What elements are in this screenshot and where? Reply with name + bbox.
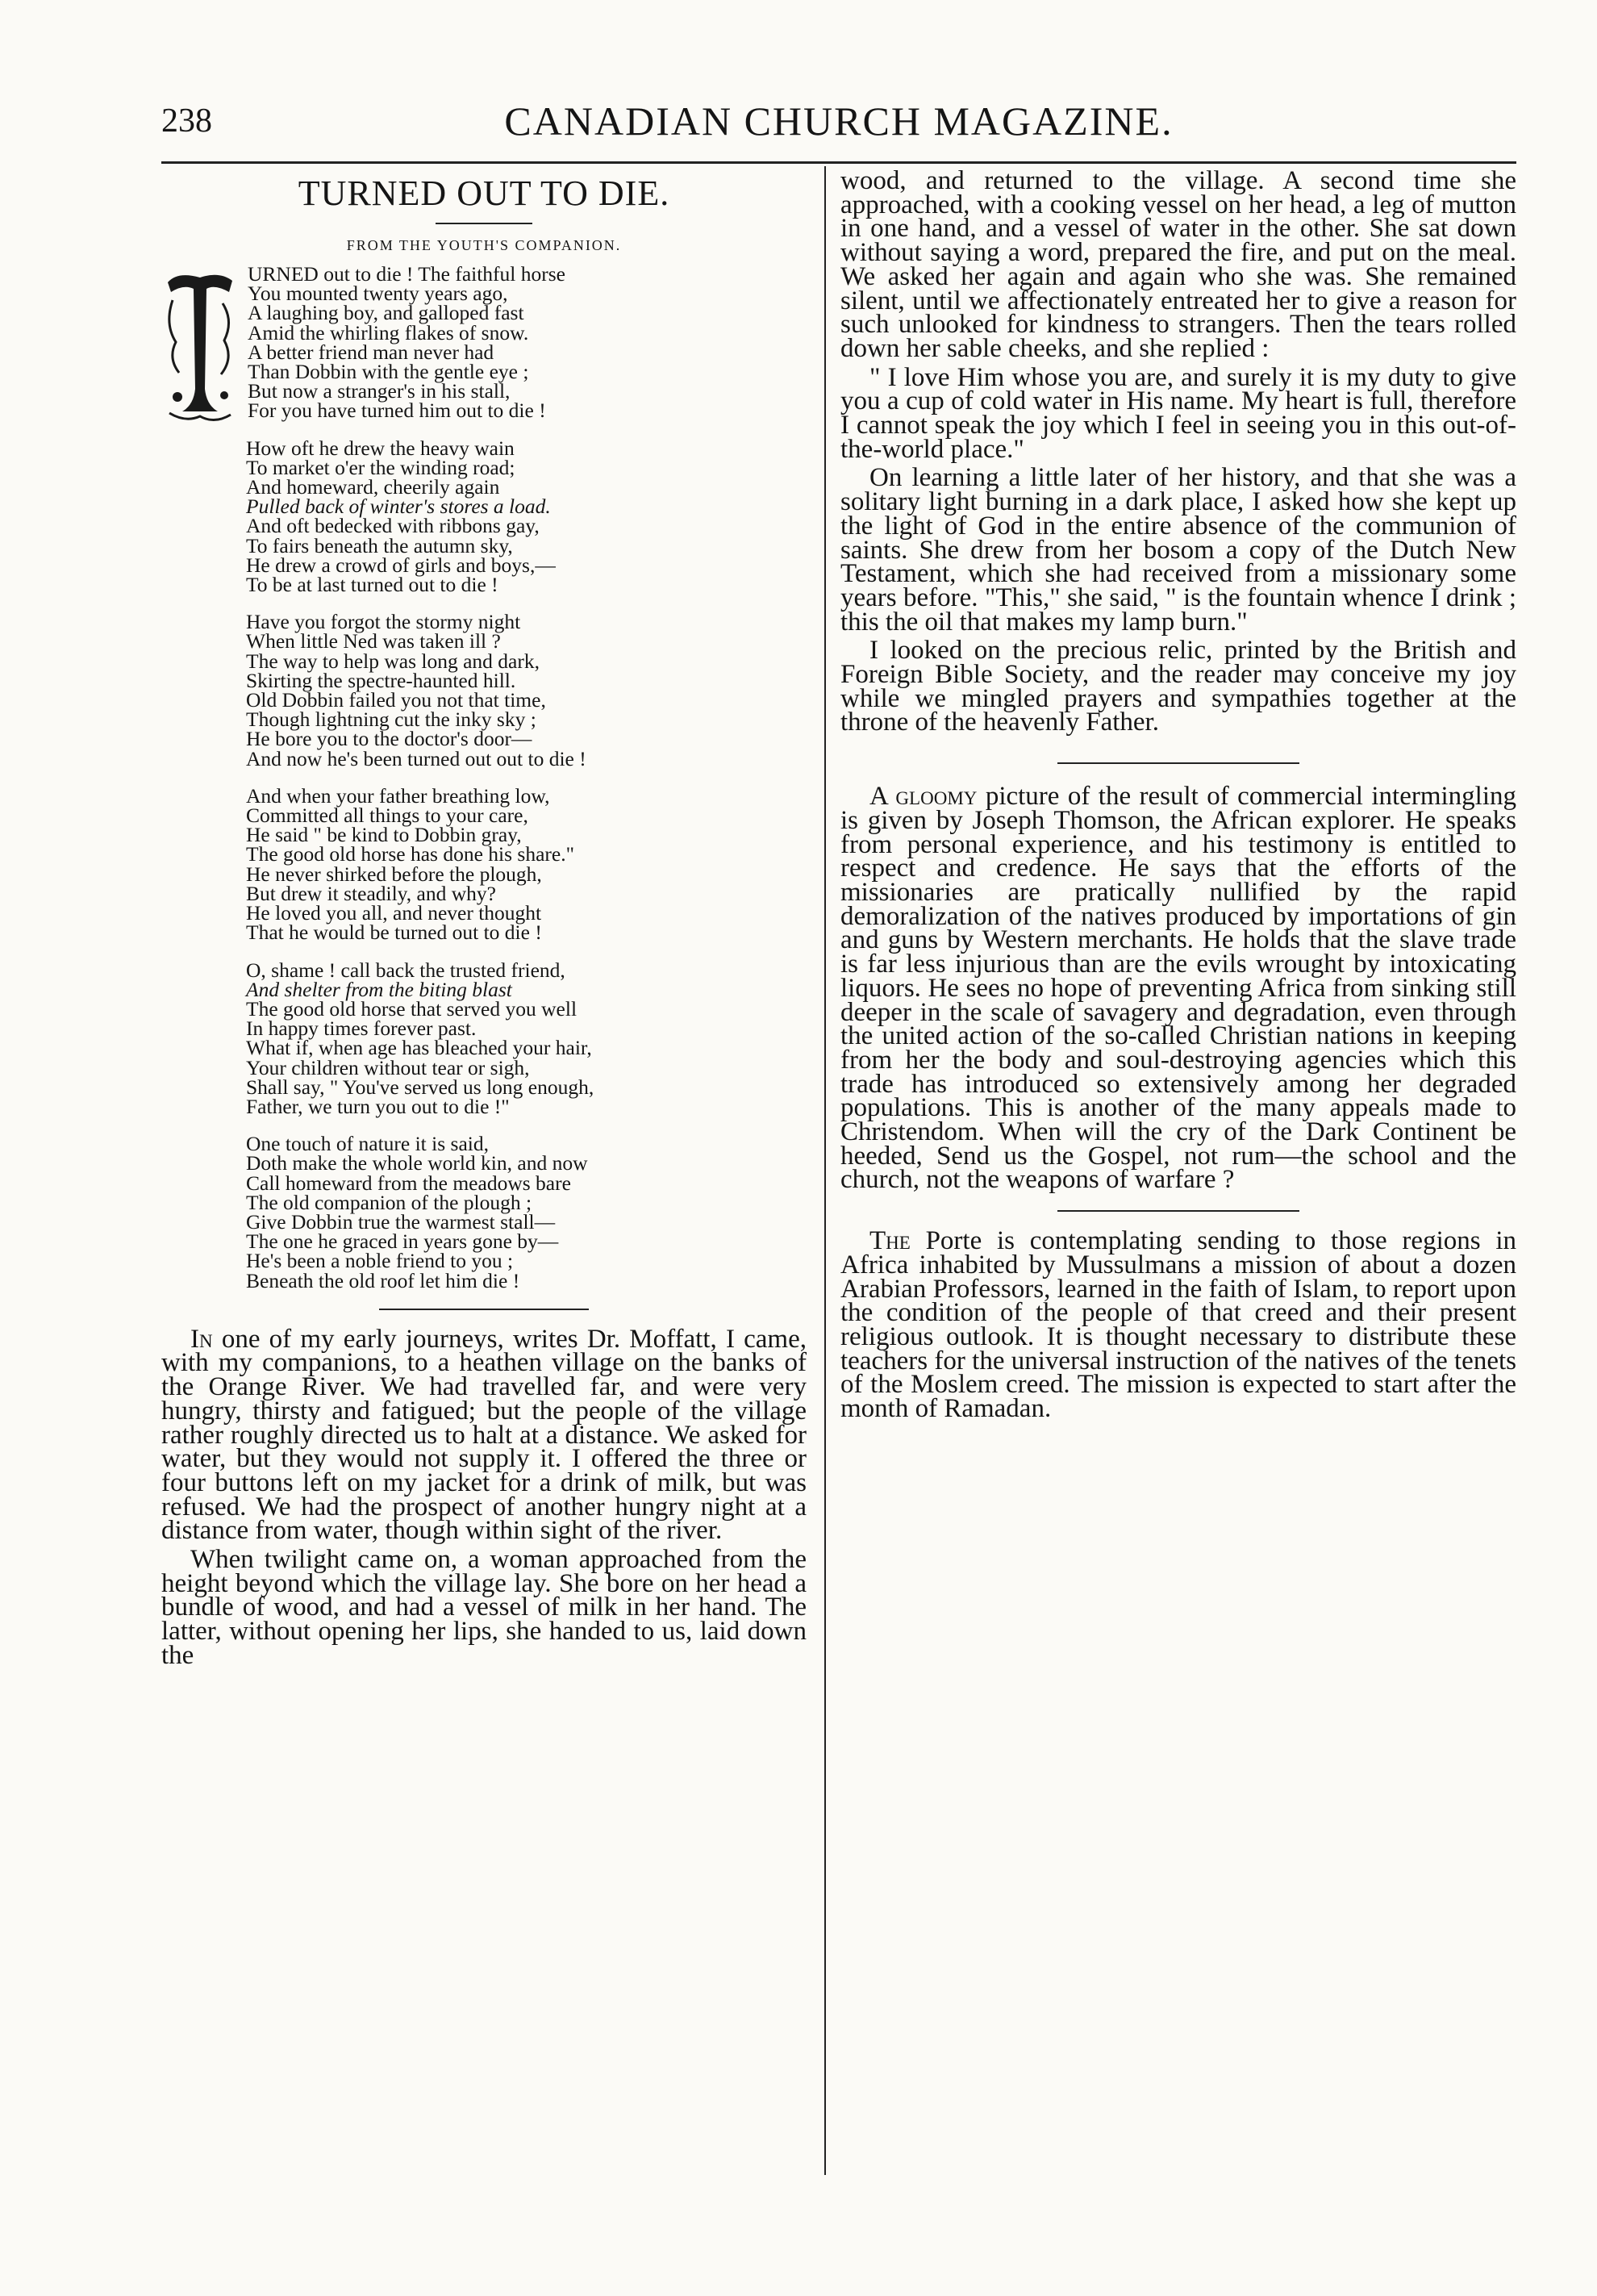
poem-line: When little Ned was taken ill ?: [246, 629, 501, 653]
article-paragraph: [161, 1324, 807, 1546]
poem-title: TURNED OUT TO DIE.: [298, 173, 670, 213]
poem-line: He loved you all, and never thought: [246, 901, 542, 925]
poem-line: The good old horse has done his share.": [246, 842, 574, 866]
poem-line: Shall say, " You've served us long enough,: [246, 1075, 594, 1099]
section-separator: [1057, 762, 1299, 764]
poem-line: Have you forgot the stormy night: [246, 610, 521, 634]
poem-line: A laughing boy, and galloped fast: [248, 301, 524, 325]
article-paragraph: wood, and returned to the village. A second time she approached, with a cooking vessel on her head, a leg of mutton in one hand, and a vessel of water in the other. She sat down without saying a word, prepared the fire, and put on the meal. We asked her again and again who she was. She remained silent, until we affectionately entreated her to give a reason for such unlooked for kindness to strangers. Then the tears rolled down her sable cheeks, and she replied :: [840, 166, 1516, 363]
column-divider: [824, 166, 826, 2175]
poem-stanza-1: [161, 262, 807, 423]
poem-line: To fairs beneath the autumn sky,: [246, 533, 513, 557]
right-column: [840, 166, 1516, 1424]
page-header: [161, 97, 1516, 145]
poem-line: And now he's been turned out out to die !: [246, 746, 586, 770]
paragraph-lead: In: [190, 1324, 213, 1354]
poem-line: To be at last turned out to die !: [246, 573, 498, 597]
poem-line: A better friend man never had: [248, 340, 494, 364]
poem-line: The old companion of the plough ;: [246, 1190, 532, 1214]
article-paragraph: " I love Him whose you are, and surely it is my duty to give you a cup of cold water in His name. My heart is full, therefore I cannot speak the joy which I feel in seeing you in this out-of-the-world place.": [840, 362, 1516, 464]
poem-line: The one he graced in years gone by—: [246, 1229, 559, 1254]
poem-line: He's been a noble friend to you ;: [246, 1249, 514, 1273]
poem-stanza-2: [246, 436, 807, 597]
poem-line: Skirting the spectre-haunted hill.: [246, 668, 516, 692]
poem-line: To market o'er the winding road;: [246, 455, 515, 479]
article-paragraph: [840, 782, 1516, 1195]
running-title: CANADIAN CHURCH MAGAZINE.: [504, 98, 1174, 144]
paragraph-lead: The: [869, 1226, 911, 1256]
poem-line: And shelter from the biting blast: [246, 977, 512, 1001]
moffatt-article: [161, 1324, 807, 1670]
poem-line: Give Dobbin true the warmest stall—: [246, 1209, 556, 1234]
section-separator: [1057, 1210, 1299, 1212]
thomson-article: [840, 782, 1516, 1195]
paragraph-lead: A gloomy: [869, 782, 978, 812]
poem-line: Old Dobbin failed you not that time,: [246, 688, 546, 712]
poem-line: And oft bedecked with ribbons gay,: [246, 514, 540, 538]
poem-stanza-4: [246, 783, 807, 945]
poem-line: Amid the whirling flakes of snow.: [248, 320, 529, 344]
poem-stanza-5: [246, 958, 807, 1118]
poem-line: You mounted twenty years ago,: [248, 282, 508, 306]
poem-line: He bore you to the doctor's door—: [246, 727, 532, 751]
title-rule: [436, 223, 532, 224]
poem-line: How oft he drew the heavy wain: [246, 436, 515, 460]
poem-line: What if, when age has bleached your hair,: [246, 1036, 592, 1060]
poem-line: The way to help was long and dark,: [246, 649, 540, 673]
ornamental-dropcap-icon: [161, 268, 238, 426]
poem-line: And when your father breathing low,: [246, 783, 550, 808]
poem-line: Pulled back of winter's stores a load.: [246, 495, 551, 519]
poem-stanza-3: [246, 612, 807, 769]
poem-line: He never shirked before the plough,: [246, 862, 542, 886]
poem-line: He said " be kind to Dobbin gray,: [246, 823, 522, 847]
section-separator: [379, 1309, 589, 1310]
porte-article: [840, 1226, 1516, 1424]
poem-line: Call homeward from the meadows bare: [246, 1171, 571, 1195]
poem-line: Your children without tear or sigh,: [246, 1055, 530, 1079]
page-number: 238: [161, 102, 212, 140]
left-column: [161, 169, 807, 1668]
poem-line: Doth make the whole world kin, and now: [246, 1151, 588, 1175]
poem-line: In happy times forever past.: [246, 1017, 477, 1041]
poem-stanza-6: [246, 1134, 807, 1291]
moffatt-article-continued: [840, 166, 1516, 737]
poem-line: But drew it steadily, and why?: [246, 881, 496, 905]
paragraph-text: Porte is contemplating sending to those regions in Africa inhabited by Mussulmans a mission of about a dozen Arabian Professors, learned in the faith of Islam, to report upon the condition of the people of that creed and their present religious outlook. It is thought necessary to distribute these teachers for the universal instruction of the natives of the tenets of the Moslem creed. The mission is expected to start after the month of Ramadan.: [840, 1226, 1516, 1424]
poem-line: Beneath the old roof let him die !: [246, 1268, 520, 1292]
poem-line: Than Dobbin with the gentle eye ;: [248, 360, 529, 384]
poem-line: He drew a crowd of girls and boys,—: [246, 553, 556, 577]
poem-line: And homeward, cheerily again: [246, 475, 500, 499]
article-paragraph: [840, 1226, 1516, 1424]
poem-line: But now a stranger's in his stall,: [248, 379, 511, 403]
poem-line: One touch of nature it is said,: [246, 1132, 489, 1156]
poem-line: Though lightning cut the inky sky ;: [246, 708, 536, 732]
article-paragraph: I looked on the precious relic, printed by the British and Foreign Bible Society, and the reader may conceive my joy while we mingled prayers and sympathies together at the throne of the heavenly Father.: [840, 636, 1516, 737]
paragraph-text: picture of the result of commercial intermingling is given by Joseph Thomson, the African explorer. He speaks from personal experience, and his testimony is entitled to respect and credence. He says that the efforts of the missionaries are pratically nullified by the rapid demoralization of the natives produced by importations of gin and guns by Western merchants. He holds that the slave trade is far less injurious than are the evils wrought by intoxicating liquors. He sees no hope of preventing Africa from sinking still deeper in the scale of savagery and degradation, even through the united action of the so-called Christian nations in keeping from her the body and soul-destroying agencies which this trade has introduced so extensively among her degraded populations. This is another of the many appeals made to Christendom. When will the cry of the Dark Continent be heeded, Send us the Gospel, not rum—the school and the church, not the weapons of warfare ?: [840, 782, 1516, 1195]
poem-source: FROM THE YOUTH'S COMPANION.: [346, 237, 622, 253]
header-rule: [161, 161, 1516, 164]
poem-line: Committed all things to your care,: [246, 804, 528, 828]
paragraph-text: one of my early journeys, writes Dr. Moffatt, I came, with my companions, to a heathen village on the banks of the Orange River. We had travelled far, and were very hungry, thirsty and fatigued; but the people of the village rather roughly directed us to halt at a distance. We asked for water, but they would not supply it. I offered the three or four buttons left on my jacket for a drink of milk, but was refused. We had the prospect of another hungry night at a distance from water, though within sight of the river.: [161, 1324, 807, 1546]
poem-line: Father, we turn you out to die !": [246, 1094, 510, 1118]
poem-line: That he would be turned out to die !: [246, 920, 542, 945]
poem-line: For you have turned him out to die !: [248, 399, 546, 423]
article-paragraph: When twilight came on, a woman approached from the height beyond which the village lay. She bore on her head a bundle of wood, and had a vessel of milk in her hand. The latter, without opening her lips, she handed to us, laid down the: [161, 1545, 807, 1670]
poem-line: URNED out to die ! The faithful horse: [248, 262, 565, 286]
poem-line: O, shame ! call back the trusted friend,: [246, 958, 565, 982]
poem-line: The good old horse that served you well: [246, 996, 578, 1021]
article-paragraph: On learning a little later of her history, and that she was a solitary light burning in a dark place, I asked how she kept up the light of God in the entire absence of the communion of saints. She drew from her bosom a copy of the Dutch New Testament, which she had received from a missionary some years before. "This," she said, " is the fountain whence I drink ; this the oil that makes my lamp burn.": [840, 463, 1516, 637]
